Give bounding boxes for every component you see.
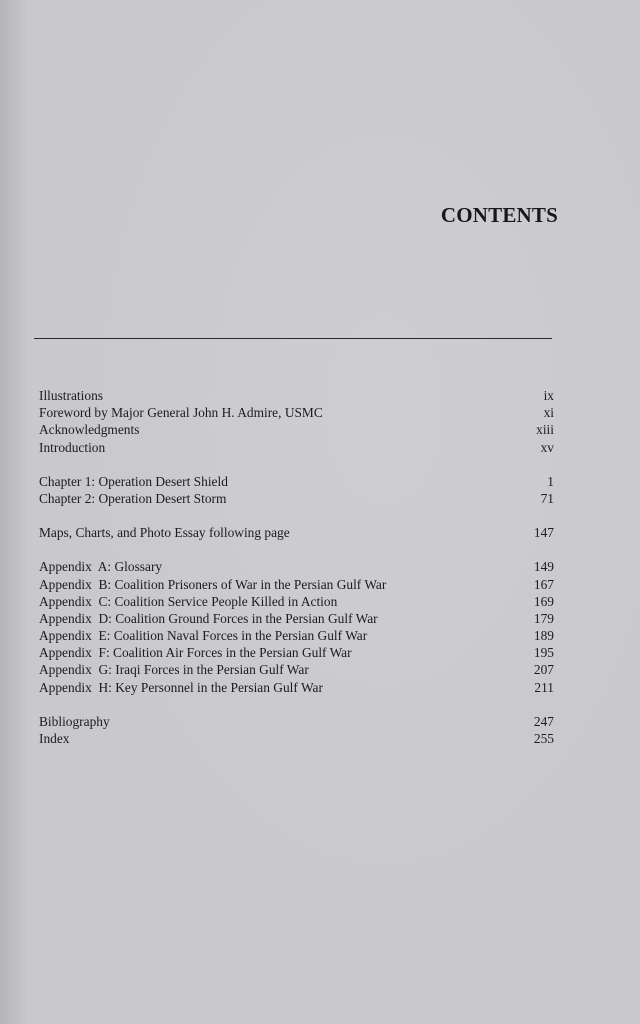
- toc-entry: [39, 473, 554, 490]
- toc-entry: [39, 490, 554, 507]
- toc-entry: [39, 730, 554, 747]
- toc-entry-label: Chapter 1: Operation Desert Shield: [39, 473, 228, 489]
- toc-entry-label: Acknowledgments: [39, 422, 140, 438]
- table-of-contents: [39, 387, 554, 764]
- toc-entry-page: 255: [533, 731, 554, 746]
- toc-entry-label: Appendix E: Coalition Naval Forces in the Persian Gulf War: [39, 628, 368, 644]
- toc-entry-label: Appendix B: Coalition Prisoners of War in the Persian Gulf War: [39, 576, 387, 592]
- toc-entry-page: 1: [547, 473, 554, 489]
- toc-entry-page: 189: [533, 628, 554, 644]
- toc-entry-page: 147: [533, 525, 554, 541]
- toc-entry-label: Appendix H: Key Personnel in the Persian Gulf War: [39, 679, 323, 695]
- toc-entry: [39, 524, 554, 541]
- toc-entry: [39, 421, 554, 438]
- toc-entry-label: Index: [39, 731, 70, 746]
- toc-entry-label: Appendix D: Coalition Ground Forces in the Persian Gulf War: [39, 610, 378, 626]
- toc-entry-label: Introduction: [39, 439, 106, 455]
- toc-entry: [39, 439, 554, 456]
- toc-entry: [39, 610, 554, 627]
- toc-entry: [39, 576, 554, 593]
- toc-entry-page: 71: [540, 490, 554, 506]
- toc-entry-page: 247: [533, 713, 554, 729]
- toc-entry: [39, 627, 554, 644]
- toc-entry-label: Foreword by Major General John H. Admire, USMC: [39, 405, 323, 421]
- toc-entry: [39, 661, 554, 678]
- toc-group: [39, 387, 554, 456]
- toc-entry-page: 195: [533, 645, 554, 661]
- toc-entry-label: Appendix F: Coalition Air Forces in the Persian Gulf War: [39, 645, 352, 661]
- toc-entry-page: 179: [533, 610, 554, 626]
- toc-entry-page: 167: [533, 576, 554, 592]
- toc-entry: [39, 387, 554, 404]
- toc-group: [39, 473, 554, 507]
- toc-group: [39, 713, 554, 747]
- toc-entry: [39, 679, 554, 696]
- toc-entry-page: xiii: [536, 422, 554, 438]
- toc-entry-page: 169: [533, 593, 554, 609]
- toc-group: [39, 524, 554, 541]
- toc-entry-label: Chapter 2: Operation Desert Storm: [39, 490, 227, 506]
- toc-entry-page: 149: [533, 559, 554, 575]
- toc-entry-page: 211: [534, 679, 554, 695]
- toc-entry-page: 207: [533, 662, 554, 678]
- page-title: CONTENTS: [440, 203, 558, 227]
- toc-entry: [39, 713, 554, 730]
- toc-entry: [39, 404, 554, 421]
- toc-entry-label: Maps, Charts, and Photo Essay following page: [39, 525, 290, 541]
- toc-group: [39, 558, 554, 696]
- toc-entry-label: Appendix G: Iraqi Forces in the Persian Gulf War: [39, 662, 309, 678]
- toc-entry-page: xv: [540, 439, 554, 455]
- toc-entry-label: Appendix A: Glossary: [39, 559, 163, 575]
- toc-entry-page: ix: [543, 388, 554, 403]
- toc-entry-label: Illustrations: [39, 388, 103, 403]
- toc-entry: [39, 644, 554, 661]
- toc-entry-label: Bibliography: [39, 713, 110, 729]
- toc-entry: [39, 593, 554, 610]
- toc-entry-label: Appendix C: Coalition Service People Killed in Action: [39, 593, 338, 609]
- toc-entry: [39, 558, 554, 575]
- toc-entry-page: xi: [543, 405, 554, 421]
- horizontal-rule: [34, 338, 552, 339]
